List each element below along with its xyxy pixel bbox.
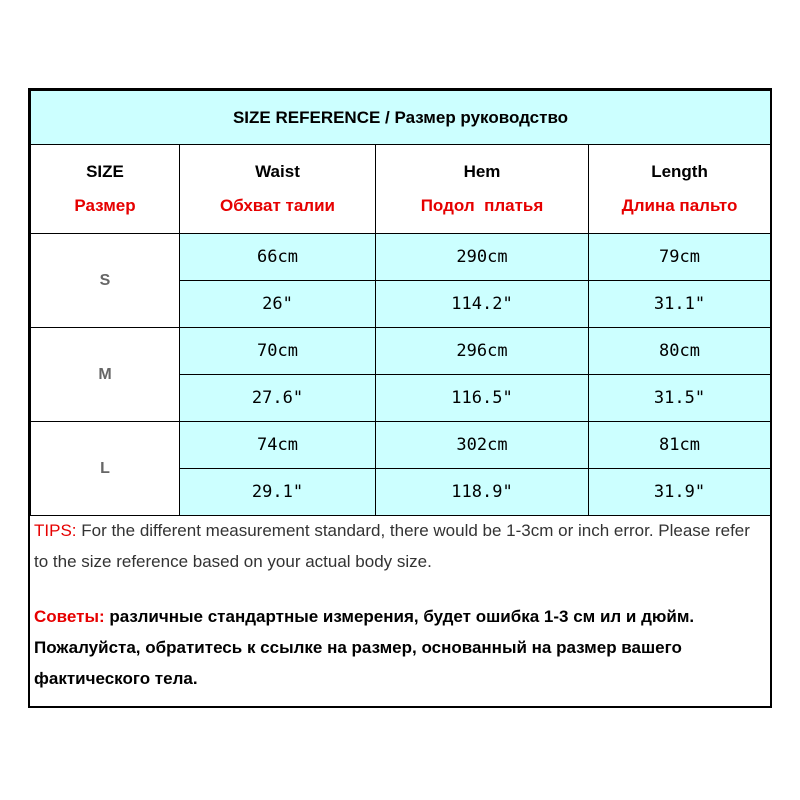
tips-ru-text: различные стандартные измерения, будет ошибка 1-3 см ил и дюйм. Пожалуйста, обратитесь к ссылке на размер, основанный на размер вашего фактического тела. — [34, 607, 695, 688]
header-length-en: Length — [651, 162, 708, 181]
table-title: SIZE REFERENCE / Размер руководство — [31, 91, 771, 145]
waist-inch-m: 27.6" — [180, 375, 376, 422]
length-cm-l: 81cm — [589, 422, 771, 469]
hem-inch-m: 116.5" — [376, 375, 589, 422]
hem-cm-s: 290cm — [376, 234, 589, 281]
header-waist — [180, 145, 376, 234]
hem-inch-s: 114.2" — [376, 281, 589, 328]
size-label-l: L — [31, 422, 180, 516]
header-waist-ru: Обхват талии — [220, 196, 335, 215]
tips-en-label: TIPS: — [34, 521, 77, 540]
hem-cm-l: 302cm — [376, 422, 589, 469]
size-label-m: M — [31, 328, 180, 422]
header-size — [31, 145, 180, 234]
tips-ru-label: Советы: — [34, 607, 105, 626]
waist-cm-s: 66cm — [180, 234, 376, 281]
tips-section — [30, 515, 770, 694]
size-chart — [28, 88, 772, 708]
header-size-en: SIZE — [86, 162, 124, 181]
hem-inch-l: 118.9" — [376, 469, 589, 516]
header-length-ru: Длина пальто — [621, 196, 738, 215]
table-row — [31, 234, 771, 281]
header-waist-en: Waist — [255, 162, 300, 181]
waist-inch-s: 26" — [180, 281, 376, 328]
header-hem-ru: Подол платья — [420, 196, 544, 215]
tips-ru — [34, 601, 766, 694]
size-table — [30, 90, 771, 516]
length-cm-s: 79cm — [589, 234, 771, 281]
tips-en-text: For the different measurement standard, there would be 1-3cm or inch error. Please refer to the size reference based on your actual body size. — [34, 521, 750, 571]
length-inch-s: 31.1" — [589, 281, 771, 328]
header-length — [589, 145, 771, 234]
table-row — [31, 422, 771, 469]
table-row — [31, 328, 771, 375]
header-hem — [376, 145, 589, 234]
length-inch-l: 31.9" — [589, 469, 771, 516]
size-label-s: S — [31, 234, 180, 328]
length-inch-m: 31.5" — [589, 375, 771, 422]
tips-en — [34, 515, 766, 577]
waist-cm-m: 70cm — [180, 328, 376, 375]
waist-inch-l: 29.1" — [180, 469, 376, 516]
length-cm-m: 80cm — [589, 328, 771, 375]
header-hem-en: Hem — [463, 162, 501, 181]
hem-cm-m: 296cm — [376, 328, 589, 375]
waist-cm-l: 74cm — [180, 422, 376, 469]
header-size-ru: Размер — [74, 196, 136, 215]
